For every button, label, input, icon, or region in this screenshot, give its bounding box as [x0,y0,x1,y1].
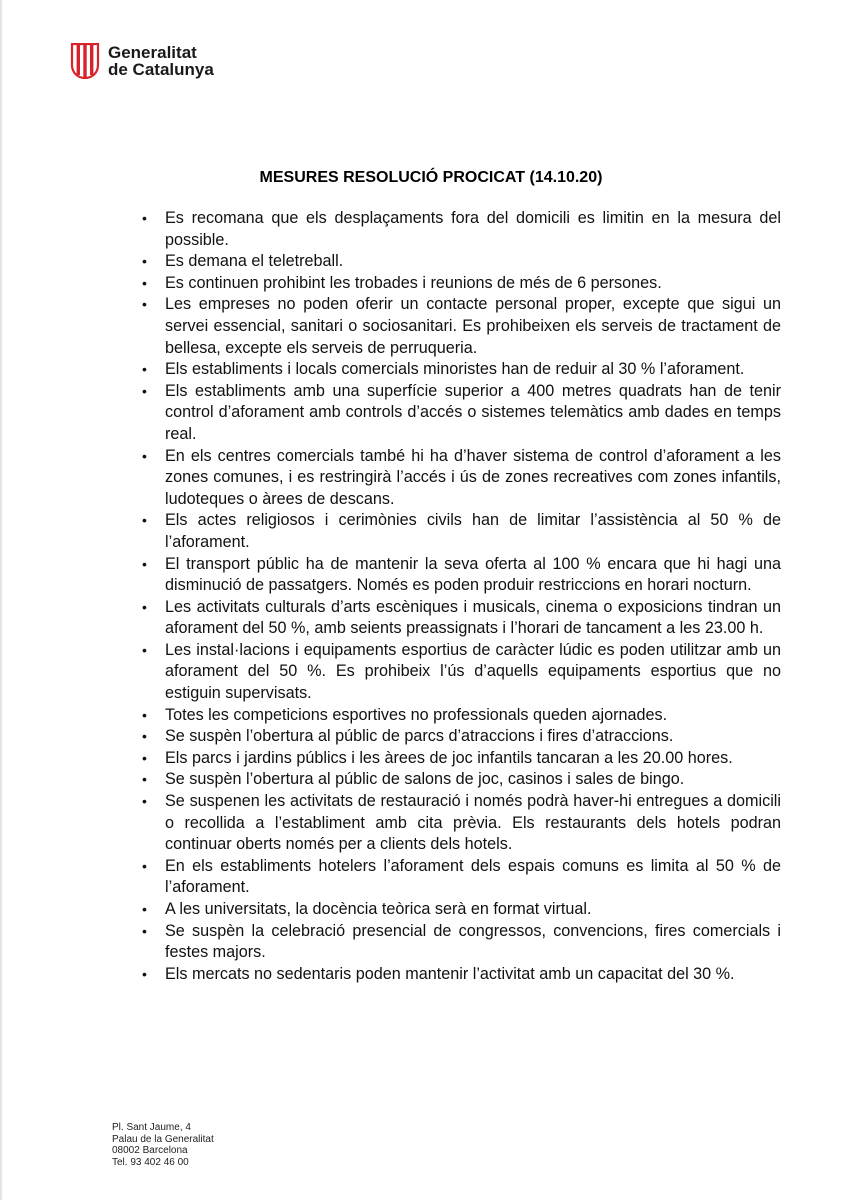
measure-text: Els parcs i jardins públics i les àrees de joc infantils tancaran a les 20.00 hores. [165,748,733,767]
bullet-icon: • [142,555,147,572]
bullet-icon: • [142,771,147,788]
measure-item [142,856,781,899]
measure-text: Els establiments i locals comercials minoristes han de reduir al 30 % l’aforament. [165,360,745,379]
measure-item [142,273,781,295]
measure-text: Se suspenen les activitats de restauració i només podrà haver-hi entregues a domicili o recollida a l’establiment amb cita prèvia. Els restaurants dels hotels podran continuar oberts només per a clients dels hotels. [165,792,781,854]
measure-text: Les instal·lacions i equipaments esportius de caràcter lúdic es poden utilitzar amb un aforament del 50 %. Es prohibeix l’ús d’aquells equipaments esportius que no estiguin supervisats. [165,640,781,703]
measure-item [142,791,781,856]
measure-item [142,921,781,964]
measure-text: Els establiments amb una superfície superior a 400 metres quadrats han de tenir control d’aforament amb controls d’accés o sistemes telemàtics amb dades en temps real. [165,381,781,443]
bullet-icon: • [142,253,147,270]
footer-phone: Tel. 93 402 46 00 [112,1156,189,1168]
measure-text: Totes les competicions esportives no professionals queden ajornades. [165,705,668,724]
measure-text: Se suspèn la celebració presencial de congressos, convencions, fires comercials i festes majors. [165,921,781,962]
measure-item [142,964,781,986]
bullet-icon: • [142,382,147,399]
measure-item [142,748,781,770]
measure-text: En els centres comercials també hi ha d’haver sistema de control d’aforament a les zones comunes, i es restringirà l’accés i ús de zones recreatives com zones infantils, ludoteques o àrees de descans. [165,446,781,508]
bullet-icon: • [142,706,147,723]
measure-item [142,726,781,748]
measure-item [142,446,781,511]
measures-list [142,208,781,985]
bullet-icon: • [142,793,147,810]
bullet-icon: • [142,361,147,378]
measure-item [142,381,781,446]
document-title: MESURES RESOLUCIÓ PROCICAT (14.10.20) [259,169,603,186]
measure-text: Se suspèn l’obertura al públic de salons de joc, casinos i sales de bingo. [165,770,685,789]
bullet-icon: • [142,728,147,745]
footer-line-2: Palau de la Generalitat [112,1133,214,1145]
letterhead [70,43,214,79]
measure-item [142,510,781,553]
measure-text: Els mercats no sedentaris poden mantenir l’activitat amb un capacitat del 30 %. [165,964,735,983]
bullet-icon: • [142,447,147,464]
logo-line-2: de Catalunya [108,60,214,79]
bullet-icon: • [142,965,147,982]
bullet-icon: • [142,210,147,226]
measure-item [142,640,781,705]
measure-item [142,705,781,727]
bullet-icon: • [142,901,147,917]
measure-item [142,597,781,640]
measure-text: Les activitats culturals d’arts escèniques i musicals, cinema o exposicions tindran un aforament del 50 %, amb seients preassignats i l’horari de tancament a les 23.00 h. [165,597,781,638]
bullet-icon: • [142,296,147,313]
measure-item [142,294,781,359]
measure-text: Es demana el teletreball. [165,252,344,271]
measure-item [142,208,781,251]
measure-item [142,769,781,791]
bullet-icon: • [142,641,147,658]
generalitat-senyera-icon [70,43,100,79]
measure-text: Les empreses no poden oferir un contacte personal proper, excepte que sigui un servei essencial, sanitari o sociosanitari. Es prohibeixen els serveis de tractament de bellesa, excepte els serveis de perruqueria. [165,295,781,357]
bullet-icon: • [142,857,147,874]
footer-address [112,1122,214,1168]
bullet-icon: • [142,749,147,766]
measure-text: A les universitats, la docència teòrica serà en format virtual. [165,900,592,918]
measure-text: Se suspèn l’obertura al públic de parcs d’atraccions i fires d’atraccions. [165,727,674,746]
measure-text: En els establiments hotelers l’aforament dels espais comuns es limita al 50 % de l’aforament. [165,856,781,897]
logo-text [108,44,214,78]
bullet-icon: • [142,598,147,615]
measure-item [142,899,781,921]
logo-line-1: Generalitat [108,43,197,62]
measure-text: Els actes religiosos i cerimònies civils han de limitar l’assistència al 50 % de l’aforament. [165,511,781,551]
footer-line-1: Pl. Sant Jaume, 4 [112,1122,191,1133]
measure-text: El transport públic ha de mantenir la seva oferta al 100 % encara que hi hagi una disminució de passatgers. Només es poden produir restriccions en horari nocturn. [165,554,781,595]
measure-item [142,359,781,381]
bullet-icon: • [142,274,147,291]
measure-text: Es continuen prohibint les trobades i reunions de més de 6 persones. [165,273,662,292]
measure-item [142,251,781,273]
footer-line-3: 08002 Barcelona [112,1145,188,1156]
bullet-icon: • [142,512,147,529]
measure-item [142,554,781,597]
bullet-icon: • [142,922,147,939]
measure-text: Es recomana que els desplaçaments fora del domicili es limitin en la mesura del possible. [165,209,781,249]
